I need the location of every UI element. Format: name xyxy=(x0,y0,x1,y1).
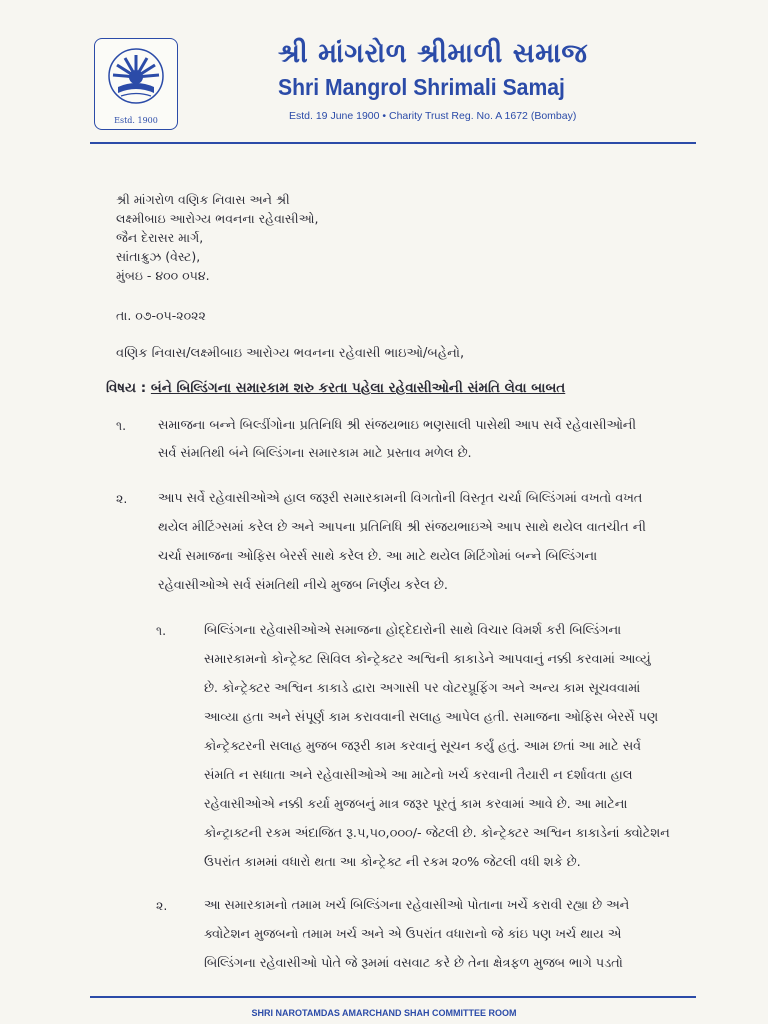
subpoint-number: ૧. xyxy=(156,623,167,638)
footer-divider xyxy=(90,996,696,998)
salutation: વણિક નિવાસ/લક્ષ્મીબાઇ આરોગ્ય ભવનના રહેવાસી ભાઇઓ/બહેનો, xyxy=(116,346,465,361)
paragraph-line: સંમતિ ન સધાતા અને રહેવાસીઓએ આ માટેનો ખર્ચ કરવાની તૈયારી ન દર્શાવતા હાલ xyxy=(204,768,633,783)
paragraph-line: છે. કોન્ટ્રેક્ટર અશ્વિન કાકાડે દ્વારા અગાસી પર વોટરપ્રૂફિંગ અને અન્ય કામ સૂચવવામાં xyxy=(204,681,641,696)
paragraph-line: ક્વોટેશન મુજબનો તમામ ખર્ચ અને એ ઉપરાંત વધારાનો જે કાંઇ પણ ખર્ચ થાય એ xyxy=(204,927,622,942)
paragraph-line: આવ્યા હતા અને સંપૂર્ણ કામ કરાવવાની સલાહ આપેલ હતી. સમાજના ઓફિસ બેરર્સે પણ xyxy=(204,710,659,725)
paragraph-line: બિલ્ડિંગના રહેવાસીઓ પોતે જે રૂમમાં વસવાટ કરે છે તેના ક્ષેત્રફળ મુજબ ભાગે પડતો xyxy=(204,956,623,971)
address-line: લક્ષ્મીબાઇ આરોગ્ય ભવનના રહેવાસીઓ, xyxy=(116,211,319,226)
paragraph-line: ઉપરાંત કામમાં વધારો થતા આ કોન્ટ્રેક્ટ ની રકમ ૨૦% જેટલી વધી શકે છે. xyxy=(204,855,581,870)
paragraph-line: સર્વ સંમતિથી બંને બિલ્ડિંગના સમારકામ માટે પ્રસ્તાવ મળેલ છે. xyxy=(158,446,472,461)
address-line: જૈન દેરાસર માર્ગ, xyxy=(116,230,204,245)
subpoint-number: ૨. xyxy=(156,898,168,913)
paragraph-line: આપ સર્વે રહેવાસીઓએ હાલ જરૂરી સમારકામની વિગતોની વિસ્તૃત ચર્ચા બિલ્ડિંગમાં વખતો વખત xyxy=(158,491,643,506)
subject-label: વિષય : xyxy=(106,380,147,396)
logo-caption: Estd. 1900 xyxy=(114,116,158,125)
registration-line: Estd. 19 June 1900 • Charity Trust Reg. No. A 1672 (Bombay) xyxy=(289,110,577,122)
sun-book-emblem-icon xyxy=(101,43,171,113)
paragraph-line: આ સમારકામનો તમામ ખર્ચ બિલ્ડિંગના રહેવાસીઓ પોતાના ખર્ચે કરાવી રહ્યા છે અને xyxy=(204,898,630,913)
footer-text: SHRI NAROTAMDAS AMARCHAND SHAH COMMITTEE ROOM xyxy=(251,1008,517,1018)
paragraph-line: બિલ્ડિંગના રહેવાસીઓએ સમાજના હોદ્દેદારોની સાથે વિચાર વિમર્શ કરી બિલ્ડિંગના xyxy=(204,623,622,638)
paragraph-line: કોન્ટ્રાક્ટની રકમ અંદાજિત રૂ.૫,૫૦,૦૦૦/- જેટલી છે. કોન્ટ્રેક્ટર અશ્વિન કાકાડેનાં ક્વોટેશન xyxy=(204,826,670,841)
samaj-logo xyxy=(94,38,178,130)
paragraph-line: રહેવાસીઓએ નક્કી કર્યા મુજબનું માત્ર જરૂર પૂરતું કામ કરવામાં આવે છે. આ માટેના xyxy=(204,797,628,812)
address-line: મુંબઇ - ૪૦૦ ૦૫૪. xyxy=(116,268,210,283)
paragraph-line: ચર્ચા સમાજના ઓફિસ બેરર્સ સાથે કરેલ છે. આ માટે થયેલ મિટિંગોમાં બન્ને બિલ્ડિંગના xyxy=(158,549,598,564)
header-divider xyxy=(90,142,696,144)
point-number: ૧. xyxy=(116,418,127,433)
point-number: ૨. xyxy=(116,491,128,506)
address-line: સાંતાક્રુઝ (વેસ્ટ), xyxy=(116,249,201,264)
paragraph-line: થયેલ મીટિંગ્સમાં કરેલ છે અને આપના પ્રતિનિધિ શ્રી સંજયભાઇએ આપ સાથે થયેલ વાતચીત ની xyxy=(158,520,646,535)
paragraph-line: સમારકામનો કોન્ટ્રેક્ટ સિવિલ કોન્ટ્રેક્ટર અશ્વિની કાકાડેને આપવાનું નક્કી કરવામાં આવ્યું xyxy=(204,652,651,667)
subject-text: બંને બિલ્ડિંગના સમારકામ શરુ કરતા પહેલા રહેવાસીઓની સંમતિ લેવા બાબત xyxy=(150,380,566,396)
paragraph-line: સમાજના બન્ને બિલ્ડીંગોના પ્રતિનિધિ શ્રી સંજયભાઇ ભણસાલી પાસેથી આપ સર્વે રહેવાસીઓની xyxy=(158,418,636,433)
title-gujarati: શ્રી માંગરોળ શ્રીમાળી સમાજ xyxy=(278,38,588,69)
paragraph-line: કોન્ટ્રેક્ટરની સલાહ મુજબ જરૂરી કામ કરવાનું સૂચન કર્યું હતું. આમ છતાં આ માટે સર્વ xyxy=(204,739,642,754)
title-english: Shri Mangrol Shrimali Samaj xyxy=(278,74,565,100)
address-line: શ્રી માંગરોળ વણિક નિવાસ અને શ્રી xyxy=(116,192,290,207)
letter-date: તા. ૦૭-૦૫-૨૦૨૨ xyxy=(116,308,206,323)
paragraph-line: રહેવાસીઓએ સર્વ સંમતિથી નીચે મુજબ નિર્ણય કરેલ છે. xyxy=(158,578,448,593)
subject-line xyxy=(106,380,565,396)
